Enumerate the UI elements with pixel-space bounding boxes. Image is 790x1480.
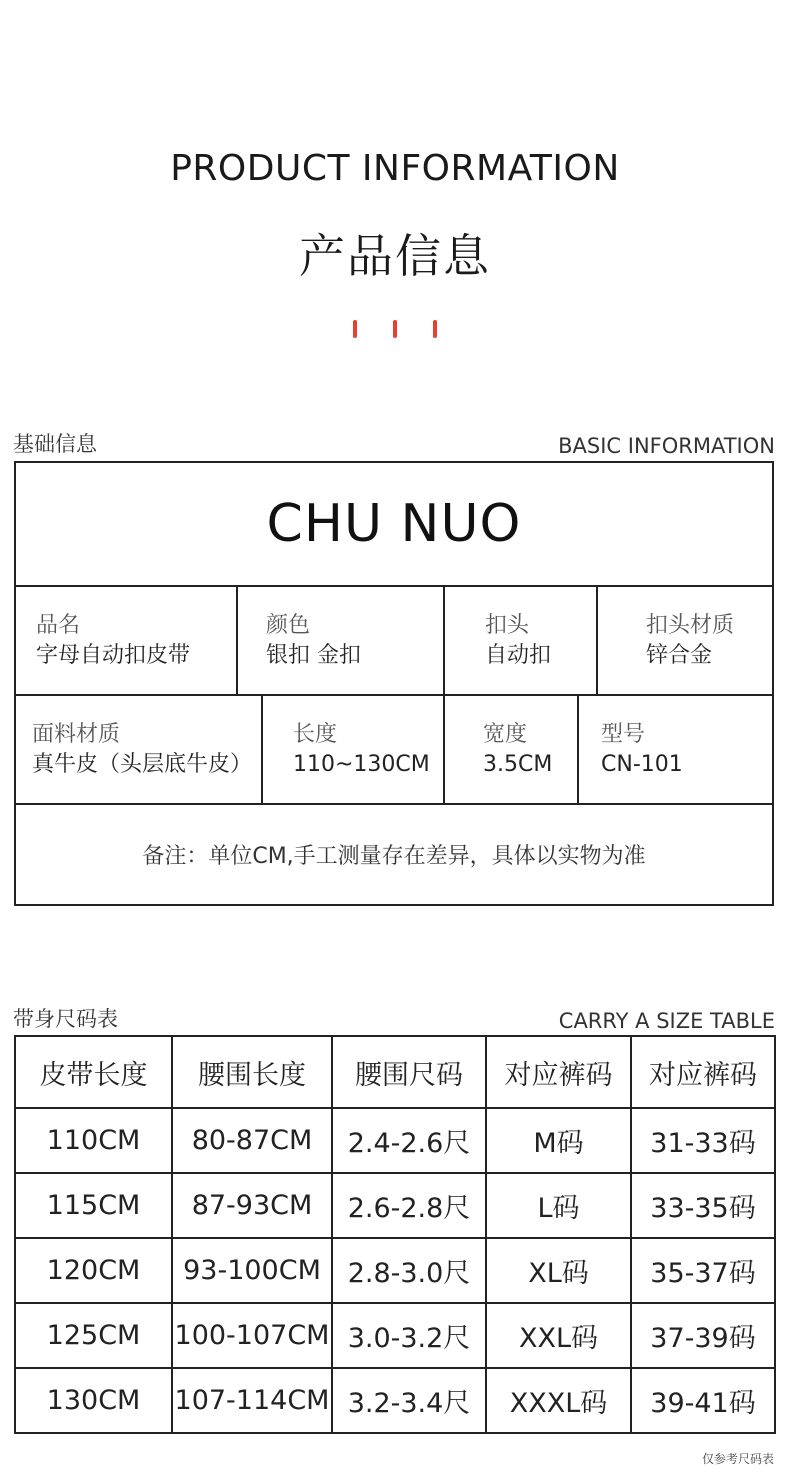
info-value: 110~130CM: [293, 751, 430, 777]
info-key: 型号: [601, 721, 646, 747]
table-row: [15, 1303, 775, 1368]
info-value: 3.5CM: [483, 751, 553, 777]
reference-footnote: 仅参考尺码表: [701, 1452, 774, 1466]
info-cell-width: [445, 696, 579, 803]
info-key: 面料材质: [32, 721, 121, 747]
measurement-note: 备注：单位CM,手工测量存在差异，具体以实物为准: [142, 844, 646, 869]
info-cell-product-name: [16, 587, 238, 694]
info-key: 品名: [36, 612, 81, 638]
table-cell: 80-87CM: [172, 1108, 332, 1173]
brand-name: CHU NUO: [16, 463, 772, 587]
table-cell: 120CM: [15, 1238, 172, 1303]
table-cell: XXXL码: [486, 1368, 631, 1433]
basic-info-label-en: BASIC INFORMATION: [558, 434, 775, 458]
table-cell: 3.2-3.4尺: [332, 1368, 486, 1433]
table-cell: 39-41码: [631, 1368, 775, 1433]
info-value: 银扣 金扣: [266, 642, 361, 668]
table-cell: 107-114CM: [172, 1368, 332, 1433]
info-key: 宽度: [483, 721, 528, 747]
column-header-belt-length: 皮带长度: [15, 1036, 172, 1108]
table-cell: 125CM: [15, 1303, 172, 1368]
table-cell: 33-35码: [631, 1173, 775, 1238]
table-cell: L码: [486, 1173, 631, 1238]
table-cell: 37-39码: [631, 1303, 775, 1368]
table-cell: 110CM: [15, 1108, 172, 1173]
info-key: 扣头: [485, 612, 530, 638]
column-header-waist-length: 腰围长度: [172, 1036, 332, 1108]
info-cell-buckle-material: [598, 587, 772, 694]
column-header-pants-size-number: 对应裤码: [631, 1036, 775, 1108]
info-key: 颜色: [266, 612, 311, 638]
tick-mark: [433, 320, 437, 338]
basic-info-table: [14, 461, 774, 906]
info-value: 锌合金: [646, 642, 713, 668]
column-header-waist-size: 腰围尺码: [332, 1036, 486, 1108]
table-cell: 2.6-2.8尺: [332, 1173, 486, 1238]
table-cell: 31-33码: [631, 1108, 775, 1173]
column-header-pants-size: 对应裤码: [486, 1036, 631, 1108]
table-cell: 115CM: [15, 1173, 172, 1238]
info-cell-length: [263, 696, 445, 803]
info-key: 长度: [293, 721, 338, 747]
table-cell: XL码: [486, 1238, 631, 1303]
info-row-2: [16, 696, 772, 805]
info-value: CN-101: [601, 751, 683, 777]
info-cell-fabric: [16, 696, 263, 803]
size-table-header: [13, 1003, 775, 1033]
table-row: [15, 1368, 775, 1433]
tick-mark: [393, 320, 397, 338]
table-cell: 2.8-3.0尺: [332, 1238, 486, 1303]
table-cell: 130CM: [15, 1368, 172, 1433]
size-table-label-cn: 带身尺码表: [13, 1007, 118, 1031]
info-row-1: [16, 587, 772, 696]
basic-info-label-cn: 基础信息: [13, 432, 97, 456]
table-cell: XXL码: [486, 1303, 631, 1368]
table-cell: 100-107CM: [172, 1303, 332, 1368]
info-value: 真牛皮（头层底牛皮）: [32, 751, 253, 777]
info-value: 字母自动扣皮带: [36, 642, 191, 668]
table-cell: 3.0-3.2尺: [332, 1303, 486, 1368]
table-cell: 93-100CM: [172, 1238, 332, 1303]
size-table: [14, 1035, 776, 1434]
size-table-label-en: CARRY A SIZE TABLE: [558, 1009, 775, 1033]
info-key: 扣头材质: [646, 612, 735, 638]
info-cell-model: [579, 696, 772, 803]
product-information-title: PRODUCT INFORMATION: [170, 148, 620, 189]
info-value: 自动扣: [485, 642, 552, 668]
table-cell: M码: [486, 1108, 631, 1173]
info-cell-color: [238, 587, 445, 694]
tick-mark: [353, 320, 357, 338]
table-row: [15, 1238, 775, 1303]
table-cell: 35-37码: [631, 1238, 775, 1303]
table-cell: 2.4-2.6尺: [332, 1108, 486, 1173]
size-table-header-row: [15, 1036, 775, 1108]
table-cell: 87-93CM: [172, 1173, 332, 1238]
basic-info-header: [13, 428, 775, 458]
table-row: [15, 1108, 775, 1173]
table-row: [15, 1173, 775, 1238]
product-information-title-cn: 产品信息: [299, 229, 491, 283]
info-cell-buckle: [445, 587, 598, 694]
decorative-ticks: [0, 320, 790, 338]
